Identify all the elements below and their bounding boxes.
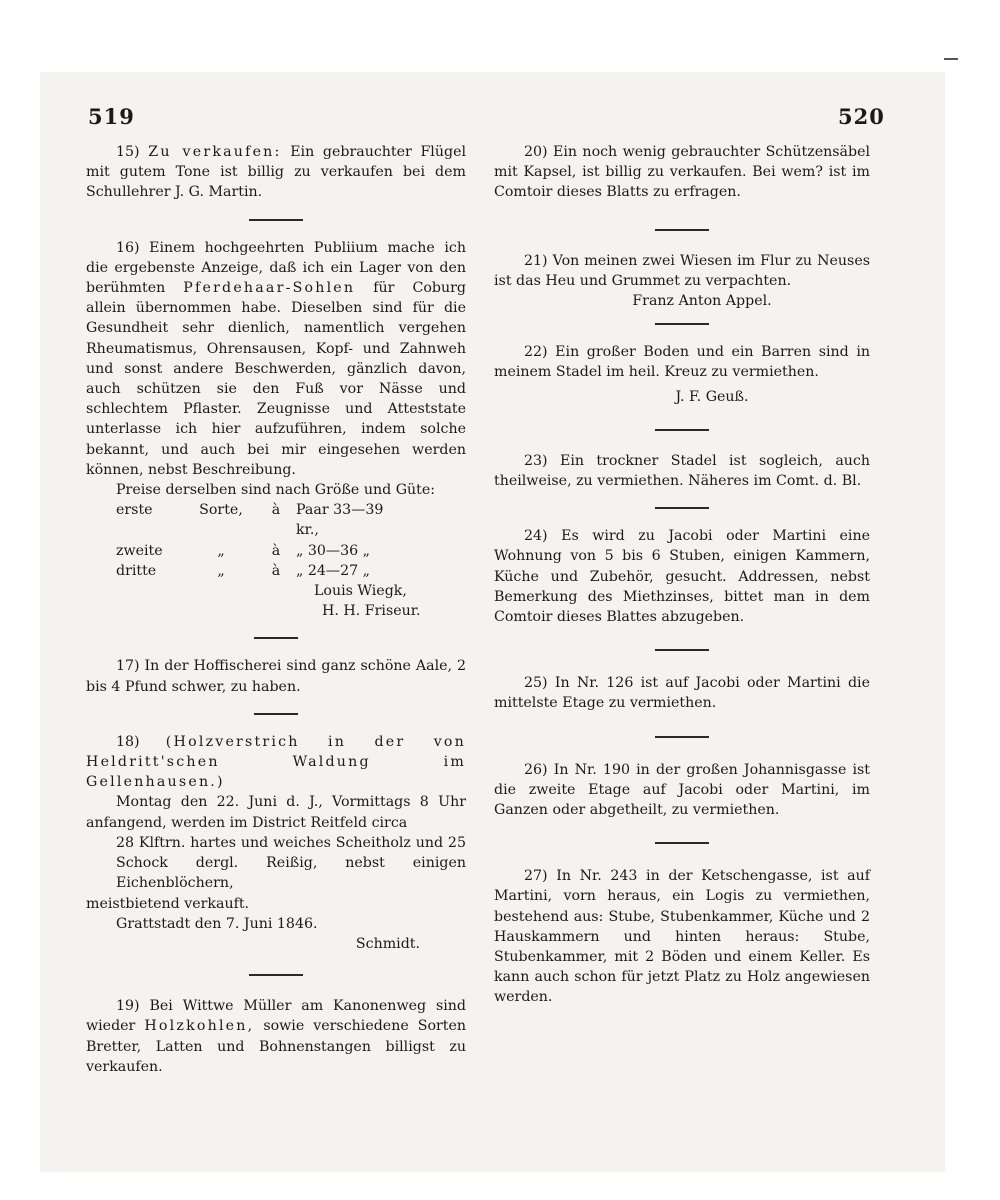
separator-rule	[655, 736, 709, 738]
ad-text: Montag den 22. Juni d. J., Vormittags 8 Uhr anfangend, werden im District Reitfeld circa	[86, 794, 466, 831]
separator-rule	[655, 507, 709, 509]
ad-spaced-term: Pferdehaar-Sohlen	[183, 280, 356, 297]
price-row	[86, 500, 466, 540]
advertisement-26	[494, 760, 870, 821]
price-col-b: à	[271, 562, 281, 579]
price-value: „ 30—36 „	[296, 542, 371, 559]
price-col-a: Sorte,	[199, 502, 243, 519]
ad-text: für Coburg allein übernommen habe. Dieselben sind für die Gesundheit sehr dienlich, namentlich vergehen Rheumatismus, Ohrensausen, Kopf- und Zahnweh und sonst andere Beschwerden, gänzlich davon, auch schützen sie den Fuß vor Nässe und schlechtem Pflaster. Zeugnisse und Atteststate unterlasse ich hier aufzuführen, indem solche bekannt, und auch bei mir eingesehen werden können, nebst Beschreibung.	[86, 280, 466, 478]
ad-number: 15)	[116, 144, 140, 160]
ad-text: In der Hoffischerei sind ganz schöne Aale, 2 bis 4 Pfund schwer, zu haben.	[86, 658, 466, 695]
separator-rule	[655, 842, 709, 844]
price-col-b: à	[271, 502, 281, 519]
ad-goods: 28 Klftrn. hartes und weiches Scheitholz und 25 Schock dergl. Reißig, nebst einigen Eichenblöchern,	[116, 834, 466, 892]
advertisement-22	[494, 342, 870, 407]
edge-mark	[944, 58, 958, 60]
ad-number: 21)	[524, 252, 548, 269]
ad-number: 18)	[116, 733, 140, 750]
ad-text: Von meinen zwei Wiesen im Flur zu Neuses ist das Heu und Grummet zu verpachten.	[494, 252, 870, 289]
ad-number: 19)	[116, 998, 140, 1015]
place-date: Grattstadt den 7. Juni 1846.	[116, 915, 318, 932]
advertisement-24	[494, 526, 870, 627]
ad-spaced-term: Holzkohlen,	[144, 1018, 255, 1035]
ad-text: Ein trockner Stadel ist sogleich, auch theilweise, zu vermiethen. Näheres im Comt. d. Bl.	[494, 452, 870, 490]
price-col-a: „	[217, 542, 225, 559]
ad-lead: Zu verkaufen:	[148, 144, 282, 160]
price-label: erste	[116, 502, 153, 519]
ad-text: sowie verschiedene Sorten Bretter, Latten und Bohnenstangen billigst zu verkaufen.	[86, 1018, 466, 1075]
advertisement-15	[86, 142, 466, 203]
ad-text: Bei Wittwe Müller am Kanonenweg sind wieder	[86, 998, 466, 1035]
price-row	[86, 561, 466, 581]
separator-rule	[655, 649, 709, 651]
prices-heading: Preise derselben sind nach Größe und Güte:	[116, 482, 436, 499]
advertisement-17	[86, 656, 466, 696]
left-column	[86, 142, 466, 1077]
ad-number: 27)	[524, 868, 548, 885]
signature-title: H. H. Friseur.	[322, 603, 421, 620]
price-value: „ 24—27 „	[296, 562, 371, 579]
advertisement-23	[494, 451, 870, 491]
advertisement-20	[494, 142, 870, 203]
ad-number: 25)	[524, 675, 548, 692]
ad-text: Ein großer Boden und ein Barren sind in meinem Stadel im heil. Kreuz zu vermiethen.	[494, 344, 870, 381]
ad-text: Ein noch wenig gebrauchter Schützensäbel mit Kapsel, ist billig zu verkaufen. Bei wem? ist im Comtoir dieses Blatts zu erfragen.	[494, 144, 870, 201]
separator-rule	[655, 229, 709, 231]
advertisement-18	[86, 732, 466, 954]
ad-heading: (Holzverstrich in der von Heldritt'schen Waldung im Gellenhausen.)	[86, 733, 466, 791]
price-col-b: à	[271, 542, 281, 559]
ad-sale-note: meistbietend verkauft.	[86, 895, 250, 912]
ad-text: Einem hochgeehrten Publiium mache ich die ergebenste Anzeige, daß ich ein Lager von den berühmten	[86, 239, 466, 297]
advertisement-16	[86, 238, 466, 622]
separator-rule	[254, 637, 298, 639]
price-col-a: „	[217, 562, 225, 579]
ad-number: 22)	[524, 344, 548, 361]
separator-rule	[249, 974, 303, 976]
signature: Schmidt.	[355, 935, 420, 952]
ad-number: 20)	[524, 144, 548, 160]
ad-number: 16)	[116, 239, 140, 256]
ad-text: In Nr. 190 in der großen Johannisgasse ist die zweite Etage auf Jacobi oder Martini, im Ganzen oder abgetheilt, zu vermiethen.	[494, 761, 871, 819]
ad-text: Ein gebrauchter Flügel mit gutem Tone ist billig zu verkaufen bei dem Schullehrer J. G. Martin.	[86, 144, 466, 201]
signature-name: Louis Wiegk,	[314, 583, 407, 600]
ad-number: 24)	[524, 528, 548, 545]
advertisement-25	[494, 673, 870, 713]
page-number-left: 519	[88, 104, 135, 129]
signature: Franz Anton Appel.	[632, 293, 772, 310]
separator-rule	[655, 429, 709, 431]
ad-number: 26)	[524, 761, 548, 778]
advertisement-21	[494, 251, 870, 312]
ad-number: 17)	[116, 658, 140, 675]
price-row	[86, 541, 466, 561]
page-number-right: 520	[838, 104, 885, 129]
separator-rule	[249, 219, 303, 221]
price-label: dritte	[116, 562, 157, 579]
price-value: Paar 33—39 kr.,	[296, 502, 384, 539]
separator-rule	[655, 323, 709, 325]
price-label: zweite	[116, 542, 163, 559]
advertisement-27	[494, 866, 870, 1007]
separator-rule	[254, 713, 298, 715]
right-column	[494, 142, 870, 1008]
ad-text: In Nr. 243 in der Ketschengasse, ist auf Martini, vorn heraus, ein Logis zu vermiethen, bestehend aus: Stube, Stubenkammer, Küche und 2 Hauskammern und hinten heraus: Stube, Stubenkammer, mit 2 Böden und einem Keller. Es kann auch schon für jetzt Platz zu Holz angewiesen werden.	[494, 868, 871, 1006]
signature: J. F. Geuß.	[675, 388, 749, 405]
advertisement-19	[86, 996, 466, 1077]
ad-text: In Nr. 126 ist auf Jacobi oder Martini die mittelste Etage zu vermiethen.	[494, 675, 870, 712]
ad-number: 23)	[524, 452, 548, 469]
price-list	[86, 500, 466, 581]
ad-text: Es wird zu Jacobi oder Martini eine Wohnung von 5 bis 6 Stuben, einigen Kammern, Küche und Zubehör, gesucht. Addressen, nebst Bemerkung des Miethzinses, bittet man in dem Comtoir dieses Blattes abzugeben.	[494, 528, 871, 626]
